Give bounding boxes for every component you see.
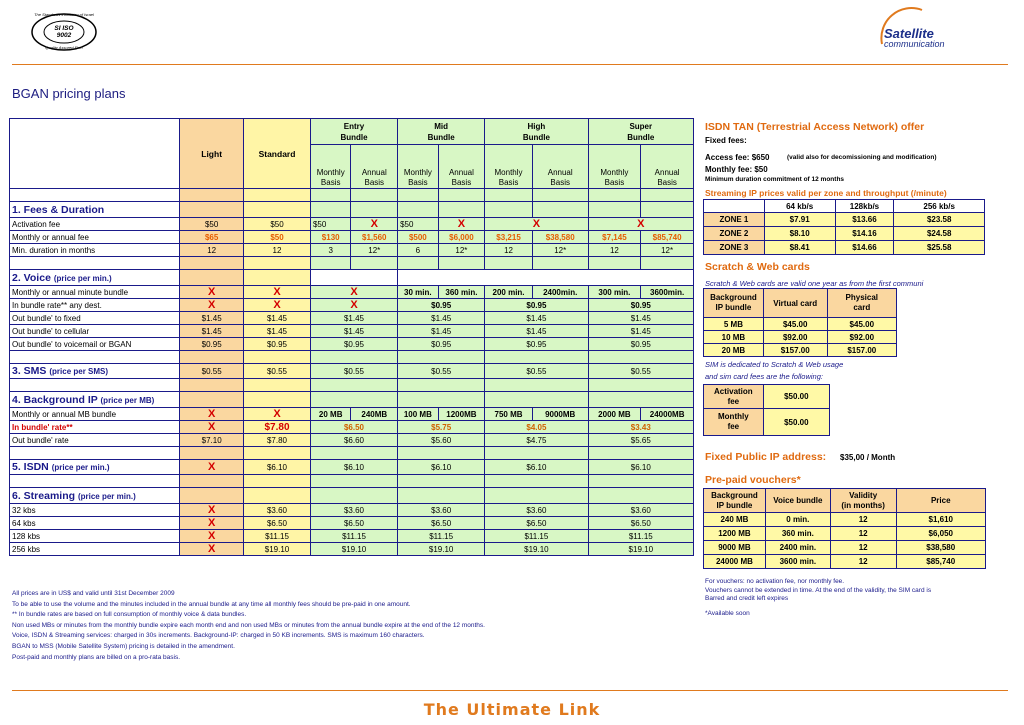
- cell: 12: [830, 527, 896, 541]
- cell: $50: [244, 218, 311, 231]
- cell: $0.55: [244, 364, 311, 379]
- cell: $1.45: [310, 325, 397, 338]
- cell: $50: [398, 218, 439, 231]
- cell: 12: [180, 244, 244, 257]
- cell: $3.60: [310, 504, 397, 517]
- cell: $3,215: [485, 231, 533, 244]
- cell: $1,560: [351, 231, 398, 244]
- cell: $6.10: [485, 460, 588, 475]
- cell: 300 min.: [588, 286, 641, 299]
- x-mark: X: [310, 286, 397, 299]
- cell: $11.15: [588, 530, 693, 543]
- cell: 6: [398, 244, 439, 257]
- row-label: Out bundle' to voicemail or BGAN: [10, 338, 180, 351]
- cell: $6.50: [398, 517, 485, 530]
- cell: 360 min.: [765, 527, 830, 541]
- section-bip: [10, 392, 180, 408]
- zone-table: [703, 199, 985, 255]
- x-mark: X: [244, 299, 311, 312]
- zone-head: 128kb/s: [835, 200, 894, 213]
- cell: 12: [244, 244, 311, 257]
- cell: $19.10: [310, 543, 397, 556]
- cell: $4.05: [485, 421, 588, 434]
- head-monthly: Monthly Basis: [485, 145, 533, 189]
- cell: $11.15: [485, 530, 588, 543]
- note: Voice, ISDN & Streaming services: charged in 30s increments. Background-IP: charged in 50 KB increments. SMS is maximum 160 characters.: [12, 632, 425, 640]
- cell: $6.10: [398, 460, 485, 475]
- iso-cert: SI ISO 9002: [54, 25, 74, 39]
- cell: 12: [830, 541, 896, 555]
- section-sms: [10, 364, 180, 379]
- cell: $7.80: [244, 421, 311, 434]
- cell: 24000 MB: [704, 555, 766, 569]
- head-annual: Annual Basis: [532, 145, 588, 189]
- section-title: 4. Background IP: [12, 393, 98, 406]
- access-note: (valid also for decomissioning and modification): [787, 154, 937, 161]
- cell: $0.95: [485, 299, 588, 312]
- cell: $0.55: [180, 364, 244, 379]
- section-isdn: [10, 460, 180, 475]
- head-blank: [10, 119, 180, 189]
- cell: 2400min.: [532, 286, 588, 299]
- voucher-notes: [705, 578, 931, 618]
- cell: $24.58: [894, 227, 985, 241]
- cell: $3.43: [588, 421, 693, 434]
- scratch-web-note: Scratch & Web cards are valid one year as from the first communi: [705, 279, 924, 288]
- section-title: 3. SMS: [12, 365, 47, 377]
- isdn-tan-title: ISDN TAN (Terrestrial Access Network) offer: [705, 121, 925, 133]
- cell: 750 MB: [485, 408, 533, 421]
- pricing-table: [9, 118, 694, 556]
- cell: $7.80: [244, 434, 311, 447]
- zone-label: ZONE 2: [704, 227, 765, 241]
- row-label: 256 kbs: [10, 543, 180, 556]
- cell: $50: [244, 231, 311, 244]
- scratch-table: [703, 288, 897, 357]
- vouchers-title: Pre-paid vouchers*: [705, 474, 801, 486]
- sim-note-2: and sim card fees are the following:: [705, 372, 823, 381]
- section-title: 6. Streaming: [12, 489, 76, 502]
- streaming-ip-title: Streaming IP prices valid per zone and throughput (/minute): [705, 188, 947, 198]
- cell: 9000 MB: [704, 541, 766, 555]
- cell: $0.95: [244, 338, 311, 351]
- row-label: Monthly or annual fee: [10, 231, 180, 244]
- x-mark: X: [244, 408, 311, 421]
- row-label: 128 kbs: [10, 530, 180, 543]
- zone-label: ZONE 1: [704, 213, 765, 227]
- satellite-logo: [870, 14, 945, 49]
- section-unit: (price per min.): [77, 491, 136, 501]
- sim-label: Activation fee: [704, 385, 764, 409]
- row-label: In bundle rate** any dest.: [10, 299, 180, 312]
- cell: $50: [310, 218, 351, 231]
- footnotes: [12, 589, 485, 663]
- cell: $1,610: [896, 513, 986, 527]
- cell: $7.91: [764, 213, 835, 227]
- cell: 20 MB: [704, 344, 764, 357]
- cell: $1.45: [588, 312, 693, 325]
- cell: $50: [180, 218, 244, 231]
- voucher-head: Price: [896, 489, 986, 513]
- cell: 3600min.: [641, 286, 694, 299]
- cell: $1.45: [485, 325, 588, 338]
- x-mark: X: [180, 517, 244, 530]
- x-mark: X: [180, 286, 244, 299]
- cell: 24000MB: [641, 408, 694, 421]
- cell: $0.55: [485, 364, 588, 379]
- note: Post-paid and monthly plans are billed on a pro-rata basis.: [12, 653, 181, 661]
- brand-name: Satellite: [884, 26, 934, 41]
- row-label: Out bundle' to fixed: [10, 312, 180, 325]
- cell: 5 MB: [704, 318, 764, 331]
- cell: $3.60: [398, 504, 485, 517]
- public-ip-value: $35,00 / Month: [840, 453, 896, 462]
- cell: $50.00: [763, 409, 829, 436]
- cell: $0.95: [398, 338, 485, 351]
- section-unit: (price per MB): [100, 395, 155, 405]
- row-label: Activation fee: [10, 218, 180, 231]
- cell: $1.45: [244, 312, 311, 325]
- note: Vouchers cannot be extended in time. At the end of the validity, the SIM card is: [705, 586, 932, 594]
- cell: $92.00: [827, 331, 896, 344]
- cell: $1.45: [485, 312, 588, 325]
- section-unit: (price per min.): [51, 463, 110, 472]
- iso-ring-bottom: Quality Assured Firm: [45, 45, 83, 50]
- cell: $8.41: [764, 241, 835, 255]
- cell: $14.66: [835, 241, 894, 255]
- cell: $0.95: [588, 299, 693, 312]
- row-label: 64 kbs: [10, 517, 180, 530]
- cell: 2400 min.: [765, 541, 830, 555]
- cell: $7,145: [588, 231, 641, 244]
- iso-logo: [30, 12, 98, 52]
- note: ** In bundle rates are based on full consumption of monthly voice & data bundles.: [12, 611, 247, 619]
- monthly-fee: Monthly fee: $50: [705, 165, 768, 174]
- note: To be able to use the volume and the minutes included in the annual bundle at any time all monthly fees should be pre-paid in one amount.: [12, 600, 411, 608]
- cell: $0.95: [310, 338, 397, 351]
- voucher-head: Background IP bundle: [704, 489, 766, 513]
- cell: $45.00: [827, 318, 896, 331]
- brand-sub: communication: [884, 39, 945, 49]
- footer-tagline: The Ultimate Link: [423, 700, 601, 719]
- cell: $1.45: [180, 325, 244, 338]
- cell: $11.15: [398, 530, 485, 543]
- cell: $0.95: [398, 299, 485, 312]
- min-duration: Minimum duration commitment of 12 months: [705, 176, 845, 183]
- cell: 12: [830, 555, 896, 569]
- scratch-head: Background IP bundle: [704, 289, 764, 318]
- voucher-table: [703, 488, 986, 569]
- head-entry: Entry Bundle: [310, 119, 397, 145]
- cell: $45.00: [763, 318, 827, 331]
- scratch-head: Physical card: [827, 289, 896, 318]
- cell: 12: [485, 244, 533, 257]
- section-streaming: [10, 488, 180, 504]
- cell: $14.16: [835, 227, 894, 241]
- cell: 1200 MB: [704, 527, 766, 541]
- cell: $6.50: [310, 421, 397, 434]
- cell: 3: [310, 244, 351, 257]
- cell: $1.45: [398, 325, 485, 338]
- sim-table: [703, 384, 830, 436]
- x-mark: X: [180, 299, 244, 312]
- cell: $500: [398, 231, 439, 244]
- note: *Available soon: [705, 609, 750, 617]
- zone-label: ZONE 3: [704, 241, 765, 255]
- cell: $11.15: [244, 530, 311, 543]
- cell: $6.50: [588, 517, 693, 530]
- cell: 12*: [641, 244, 694, 257]
- section-title: 5. ISDN: [12, 461, 49, 473]
- iso-ring-top: The Standards Institution of Israel: [34, 12, 94, 17]
- note: Barred and credit left expires: [705, 595, 789, 603]
- x-mark: X: [244, 286, 311, 299]
- cell: 30 min.: [398, 286, 439, 299]
- footer-rule: [12, 690, 1008, 691]
- cell: $6.50: [244, 517, 311, 530]
- cell: $6.10: [310, 460, 397, 475]
- head-light: Light: [180, 119, 244, 189]
- x-mark: X: [180, 421, 244, 434]
- cell: $6,050: [896, 527, 986, 541]
- x-mark: X: [438, 218, 485, 231]
- cell: $6.10: [588, 460, 693, 475]
- cell: $23.58: [894, 213, 985, 227]
- cell: 10 MB: [704, 331, 764, 344]
- cell: 360 min.: [438, 286, 485, 299]
- head-annual: Annual Basis: [351, 145, 398, 189]
- section-voice: [10, 270, 180, 286]
- head-monthly: Monthly Basis: [588, 145, 641, 189]
- cell: $92.00: [763, 331, 827, 344]
- cell: $5.65: [588, 434, 693, 447]
- cell: 240 MB: [704, 513, 766, 527]
- cell: $6.50: [310, 517, 397, 530]
- x-mark: X: [180, 504, 244, 517]
- row-label: In bundle' rate**: [10, 421, 180, 434]
- cell: $0.55: [310, 364, 397, 379]
- cell: $50.00: [763, 385, 829, 409]
- section-unit: (price per SMS): [49, 367, 109, 376]
- cell: $38,580: [896, 541, 986, 555]
- cell: 1200MB: [438, 408, 485, 421]
- head-monthly: Monthly Basis: [310, 145, 351, 189]
- cell: 0 min.: [765, 513, 830, 527]
- section-title: 2. Voice: [12, 271, 51, 284]
- cell: $85,740: [641, 231, 694, 244]
- cell: $19.10: [588, 543, 693, 556]
- row-label: Min. duration in months: [10, 244, 180, 257]
- cell: $19.10: [244, 543, 311, 556]
- note: Non used MBs or minutes from the monthly bundle expire each month end and non used MBs or minutes from the annual bundle expire at the end of the 12 months.: [12, 621, 485, 629]
- cell: $8.10: [764, 227, 835, 241]
- head-monthly: Monthly Basis: [398, 145, 439, 189]
- head-high: High Bundle: [485, 119, 588, 145]
- cell: $6.10: [244, 460, 311, 475]
- cell: 9000MB: [532, 408, 588, 421]
- x-mark: X: [351, 218, 398, 231]
- cell: 2000 MB: [588, 408, 641, 421]
- scratch-web-title: Scratch & Web cards: [705, 261, 810, 273]
- cell: 100 MB: [398, 408, 439, 421]
- cell: $1.45: [310, 312, 397, 325]
- public-ip-title: Fixed Public IP address:: [705, 451, 827, 463]
- voucher-head: Validity (in months): [830, 489, 896, 513]
- cell: 20 MB: [310, 408, 351, 421]
- section-unit: (price per min.): [53, 273, 112, 283]
- x-mark: X: [180, 543, 244, 556]
- page-title: BGAN pricing plans: [12, 86, 126, 101]
- cell: $1.45: [244, 325, 311, 338]
- section-fees: 1. Fees & Duration: [10, 202, 180, 218]
- cell: $38,580: [532, 231, 588, 244]
- cell: $157.00: [827, 344, 896, 357]
- cell: $19.10: [485, 543, 588, 556]
- cell: $3.60: [588, 504, 693, 517]
- sim-note-1: SIM is dedicated to Scratch & Web usage: [705, 360, 844, 369]
- cell: $19.10: [398, 543, 485, 556]
- cell: $5.75: [398, 421, 485, 434]
- sim-label: Monthly fee: [704, 409, 764, 436]
- head-standard: Standard: [244, 119, 311, 189]
- head-super: Super Bundle: [588, 119, 693, 145]
- cell: $3.60: [485, 504, 588, 517]
- cell: $85,740: [896, 555, 986, 569]
- cell: $3.60: [244, 504, 311, 517]
- cell: $130: [310, 231, 351, 244]
- cell: $65: [180, 231, 244, 244]
- zone-head: 256 kb/s: [894, 200, 985, 213]
- cell: 12: [830, 513, 896, 527]
- cell: $0.55: [398, 364, 485, 379]
- cell: $5.60: [398, 434, 485, 447]
- cell: 12*: [351, 244, 398, 257]
- x-mark: X: [485, 218, 588, 231]
- note: For vouchers: no activation fee, nor monthly fee.: [705, 578, 845, 585]
- cell: $25.58: [894, 241, 985, 255]
- access-fee: Access fee: $650: [705, 153, 770, 162]
- zone-head: 64 kb/s: [764, 200, 835, 213]
- row-label: Out bundle' rate: [10, 434, 180, 447]
- cell: $0.95: [485, 338, 588, 351]
- cell: $0.95: [180, 338, 244, 351]
- note: All prices are in US$ and valid until 31st December 2009: [12, 590, 175, 597]
- fixed-fees: Fixed fees:: [705, 136, 747, 145]
- cell: 3600 min.: [765, 555, 830, 569]
- cell: $1.45: [180, 312, 244, 325]
- cell: 12*: [532, 244, 588, 257]
- row-label: Monthly or annual minute bundle: [10, 286, 180, 299]
- row-label: Out bundle' to cellular: [10, 325, 180, 338]
- cell: $4.75: [485, 434, 588, 447]
- scratch-head: Virtual card: [763, 289, 827, 318]
- cell: 12: [588, 244, 641, 257]
- row-label: Monthly or annual MB bundle: [10, 408, 180, 421]
- cell: $6.50: [485, 517, 588, 530]
- cell: $0.95: [588, 338, 693, 351]
- cell: $7.10: [180, 434, 244, 447]
- cell: 200 min.: [485, 286, 533, 299]
- x-mark: X: [588, 218, 693, 231]
- x-mark: X: [310, 299, 397, 312]
- voucher-head: Voice bundle: [765, 489, 830, 513]
- cell: $1.45: [398, 312, 485, 325]
- head-mid: Mid Bundle: [398, 119, 485, 145]
- x-mark: X: [180, 530, 244, 543]
- cell: $6.60: [310, 434, 397, 447]
- cell: 240MB: [351, 408, 398, 421]
- head-annual: Annual Basis: [641, 145, 694, 189]
- row-label: 32 kbs: [10, 504, 180, 517]
- note: BGAN to MSS (Mobile Satellite System) pricing is detailed in the amendment.: [12, 642, 235, 650]
- cell: $6,000: [438, 231, 485, 244]
- cell: $157.00: [763, 344, 827, 357]
- cell: 12*: [438, 244, 485, 257]
- head-annual: Annual Basis: [438, 145, 485, 189]
- x-mark: X: [180, 408, 244, 421]
- cell: $0.55: [588, 364, 693, 379]
- cell: $13.66: [835, 213, 894, 227]
- cell: $1.45: [588, 325, 693, 338]
- cell: $11.15: [310, 530, 397, 543]
- x-mark: X: [180, 460, 244, 475]
- header-rule: [12, 64, 1008, 65]
